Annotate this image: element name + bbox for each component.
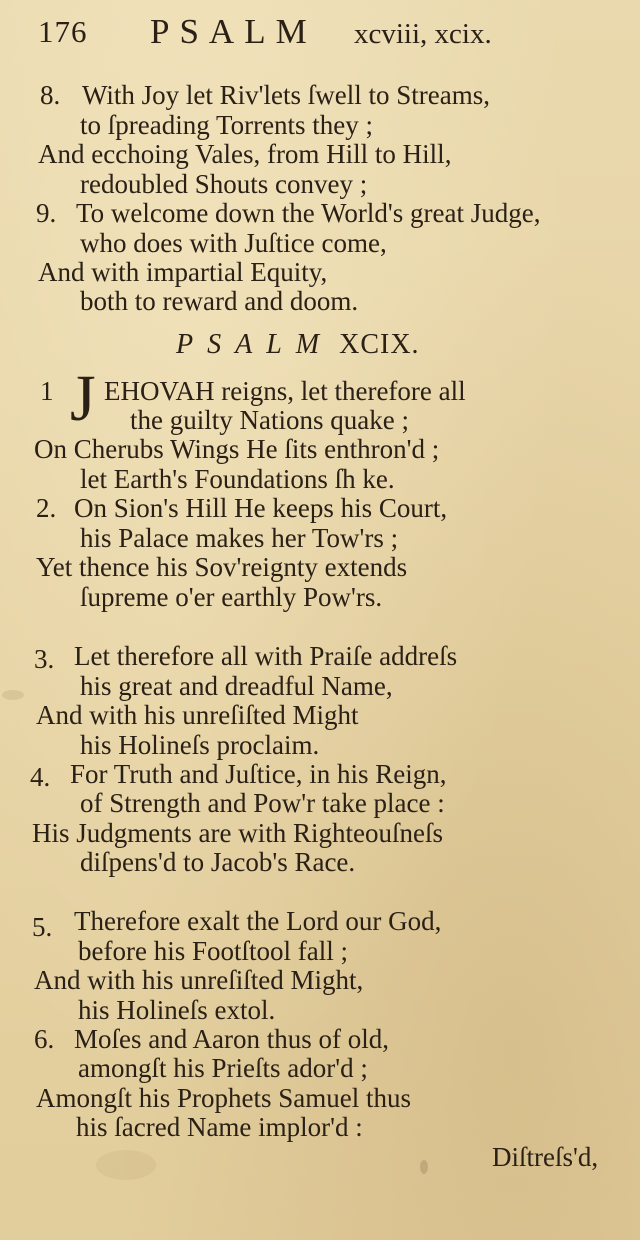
paper-stain	[420, 1160, 428, 1174]
verse-line: the guilty Nations quake ;	[130, 405, 409, 435]
verse-line: ſupreme o'er earthly Pow'rs.	[80, 582, 383, 612]
verse-line: With Joy let Riv'lets ſwell to Streams,	[82, 80, 490, 110]
verse-line: And ecchoing Vales, from Hill to Hill,	[38, 139, 452, 169]
running-header	[0, 8, 640, 51]
psalm-heading-word: PSALM	[176, 329, 334, 360]
verse-number-2: 2.	[36, 493, 57, 523]
verse-line: both to reward and doom.	[80, 286, 359, 316]
psalm-range: xcviii, xcix.	[354, 18, 492, 50]
verse-line: EHOVAH reigns, let therefore all	[104, 376, 466, 406]
verse-line: let Earth's Foundations ſh ke.	[80, 464, 395, 494]
verse-line: Therefore exalt the Lord our God,	[74, 906, 442, 936]
verse-line: to ſpreading Torrents they ;	[80, 110, 374, 140]
verse-line: his ſacred Name implor'd :	[76, 1112, 363, 1142]
verse-line: his great and dreadful Name,	[80, 671, 393, 701]
verse-line: On Cherubs Wings He ſits enthron'd ;	[34, 434, 440, 464]
verse-line: For Truth and Juſtice, in his Reign,	[70, 759, 447, 789]
page-number: 176	[38, 14, 88, 49]
verse-line: Let therefore all with Praiſe addreſs	[74, 641, 458, 671]
verse-line: His Judgments are with Righteouſneſs	[32, 818, 443, 848]
verse-line: And with his unreſiſted Might,	[34, 965, 364, 995]
verse-line: diſpens'd to Jacob's Race.	[80, 847, 356, 877]
verse-line: before his Footſtool fall ;	[78, 936, 348, 966]
psalm-heading	[176, 330, 420, 360]
running-title: PSALM	[150, 12, 317, 51]
verse-line: On Sion's Hill He keeps his Court,	[74, 493, 448, 523]
verse-line: his Palace makes her Tow'rs ;	[80, 523, 399, 553]
verse-line: who does with Juſtice come,	[80, 228, 387, 258]
verse-line: his Holineſs proclaim.	[80, 730, 320, 760]
verse-line: Yet thence his Sov'reignty extends	[36, 552, 408, 582]
verse-number-1: 1	[40, 376, 54, 406]
verse-line: amongſt his Prieſts ador'd ;	[78, 1053, 368, 1083]
verse-line: And with his unreſiſted Might	[36, 700, 359, 730]
verse-line: of Strength and Pow'r take place :	[80, 788, 445, 818]
verse-line: And with impartial Equity,	[38, 257, 328, 287]
verse-number-8: 8.	[40, 80, 61, 110]
catchword: Diſtreſs'd,	[492, 1142, 599, 1172]
verse-number-6: 6.	[34, 1024, 55, 1054]
verse-line: redoubled Shouts convey ;	[80, 169, 368, 199]
drop-cap: J	[70, 362, 96, 435]
verse-line: To welcome down the World's great Judge,	[76, 198, 541, 228]
psalm-heading-numeral: XCIX.	[339, 329, 420, 360]
verse-number-4: 4.	[30, 762, 51, 792]
paper-stain	[96, 1150, 156, 1180]
verse-line: his Holineſs extol.	[78, 995, 276, 1025]
verse-line: Amongſt his Prophets Samuel thus	[36, 1083, 412, 1113]
verse-number-3: 3.	[34, 644, 55, 674]
verse-number-5: 5.	[32, 912, 53, 942]
verse-number-9: 9.	[36, 198, 57, 228]
paper-stain	[2, 690, 24, 700]
verse-line: Moſes and Aaron thus of old,	[74, 1024, 389, 1054]
